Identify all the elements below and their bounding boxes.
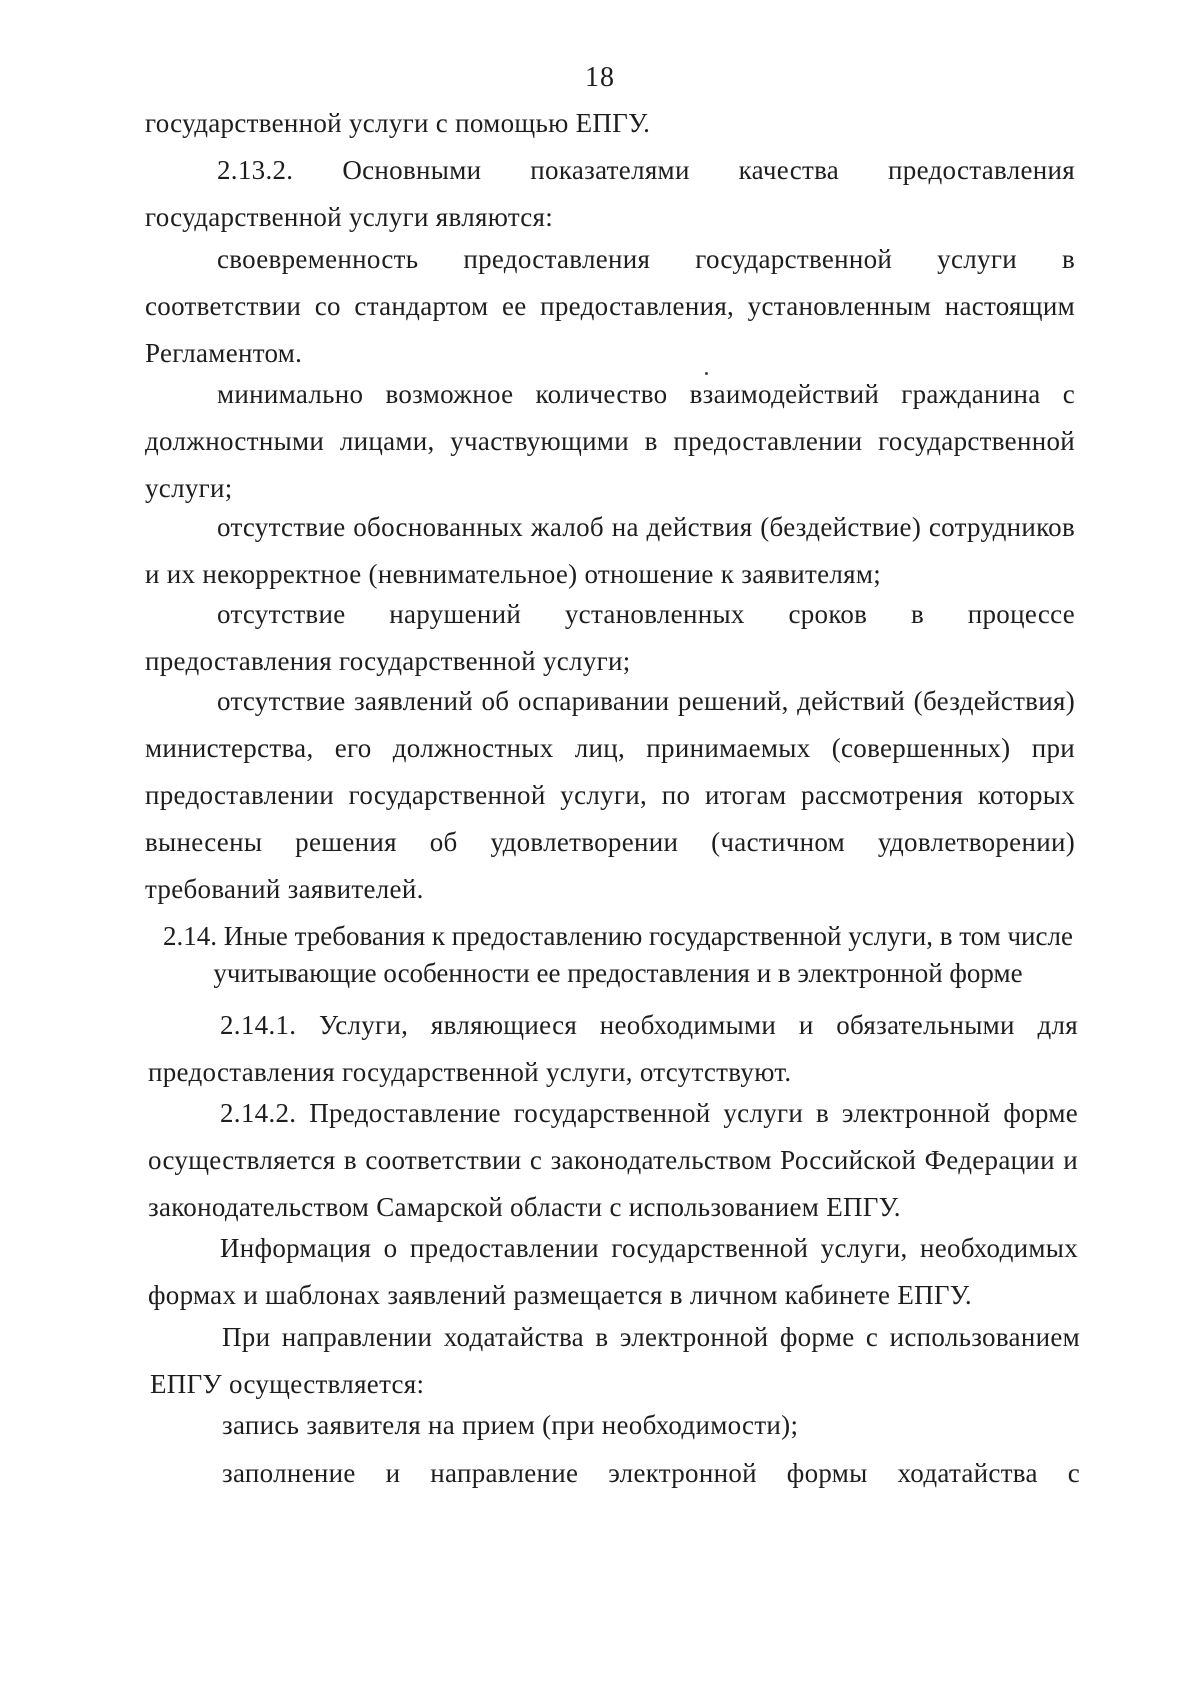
paragraph-epgu-submission: При направлении ходатайства в электронной форме с использованием ЕПГУ осуществляется:: [150, 1322, 1080, 1399]
section-heading-2-14: 2.14. Иные требования к предоставлению государственной услуги, в том числе учитывающие особенности ее предоставления и в электронной форме: [163, 921, 1073, 988]
list-item-appointment: запись заявителя на прием (при необходимости);: [222, 1410, 799, 1440]
paragraph-continuation: государственной услуги с помощью ЕПГУ.: [145, 108, 651, 138]
paragraph-2-14-2: 2.14.2. Предоставление государственной услуги в электронной форме осуществляется в соответствии с законодательством Российской Федерации и законодательством Самарской области с использованием ЕПГУ.: [148, 1098, 1078, 1222]
page-number: 18: [585, 62, 615, 93]
paragraph-min-interactions: минимально возможное количество взаимодействий гражданина с должностными лицами, участвующими в предоставлении государственной услуги;: [145, 379, 1075, 503]
paragraph-no-complaints: отсутствие обоснованных жалоб на действия (бездействие) сотрудников и их некорректное (невнимательное) отношение к заявителям;: [145, 512, 1075, 589]
paragraph-2-14-1: 2.14.1. Услуги, являющиеся необходимыми и обязательными для предоставления государственной услуги, отсутствуют.: [148, 1010, 1078, 1087]
paragraph-information: Информация о предоставлении государственной услуги, необходимых формах и шаблонах заявлений размещается в личном кабинете ЕПГУ.: [148, 1233, 1078, 1310]
list-item-form-fill: заполнение и направление электронной формы ходатайства с: [222, 1458, 1080, 1488]
paragraph-timeliness: своевременность предоставления государственной услуги в соответствии со стандартом ее предоставления, установленным настоящим Регламентом.: [145, 244, 1075, 368]
paragraph-2-13-2: 2.13.2. Основными показателями качества предоставления государственной услуги являются:: [145, 155, 1075, 232]
paragraph-no-deadline-violations: отсутствие нарушений установленных сроков в процессе предоставления государственной услуги;: [145, 599, 1075, 676]
paragraph-no-appeals: отсутствие заявлений об оспаривании решений, действий (бездействия) министерства, его должностных лиц, принимаемых (совершенных) при предоставлении государственной услуги, по итогам рассмотрения которых вынесены решения об удовлетворении (частичном удовлетворении) требований заявителей.: [145, 686, 1075, 904]
